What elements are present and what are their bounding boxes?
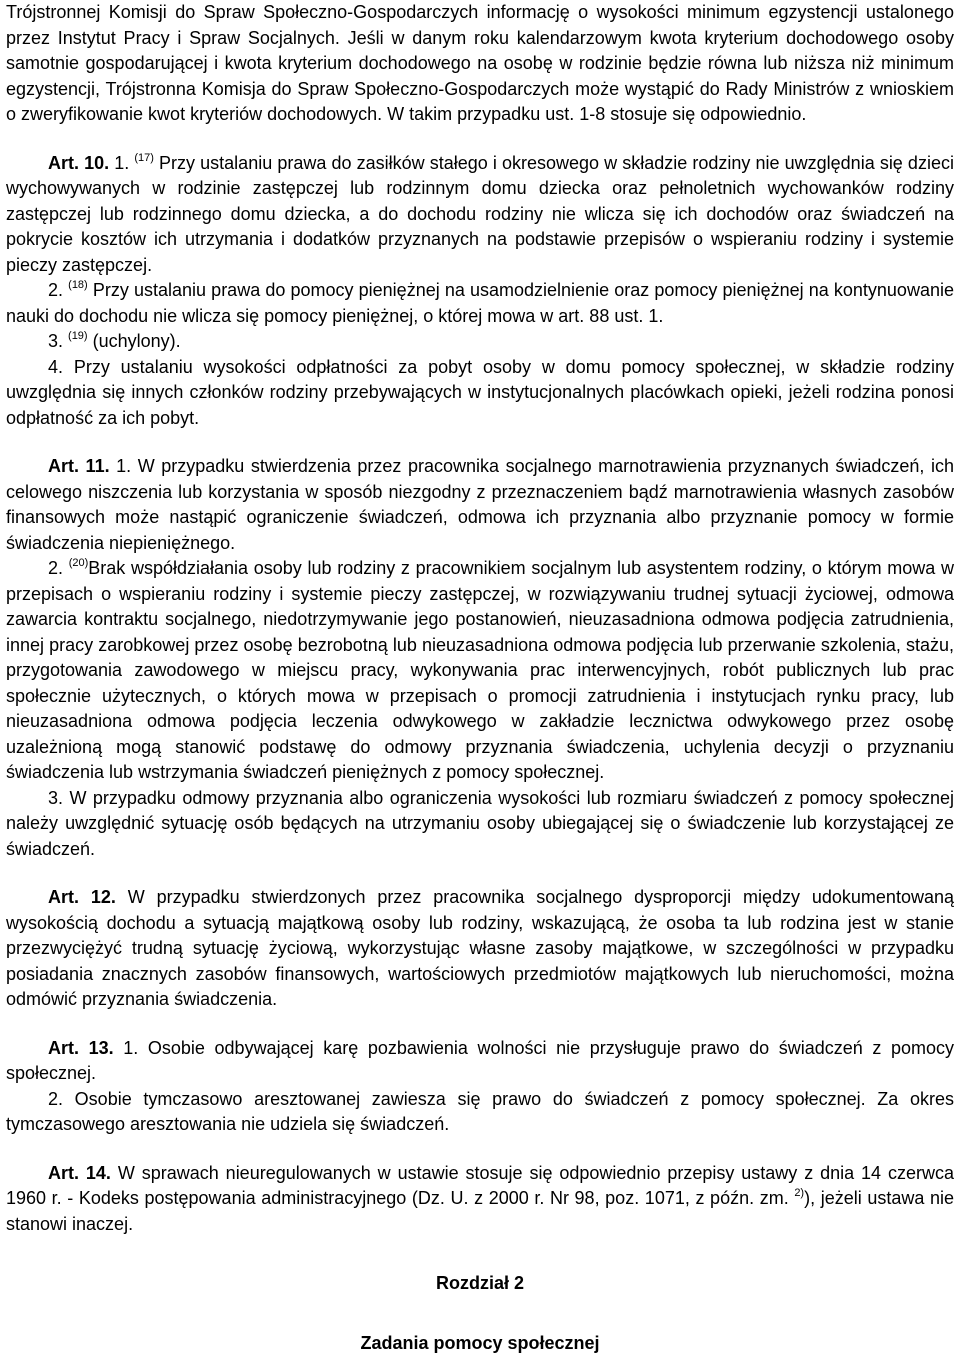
art11-par2: [6, 556, 954, 786]
art11-par3-text: 3. W przypadku odmowy przyznania albo ograniczenia wysokości lub rozmiaru świadczeń z pomocy społecznej należy uwzględnić sytuację osób będących na utrzymaniu osoby ubiegającej się o świadczenie lub korzystającej ze świadczeń.: [6, 788, 954, 859]
art14-par: [6, 1161, 954, 1238]
art10-par1: [6, 151, 954, 279]
art9-continuation: [6, 0, 954, 128]
art11-par1-number: 1.: [116, 456, 131, 476]
footnote-ref: (20): [69, 557, 89, 569]
footnote-ref: (19): [68, 330, 88, 342]
footnote-ref: (17): [134, 152, 154, 164]
art10-par1-number: 1.: [114, 153, 129, 173]
art11-par2-number: 2.: [48, 558, 63, 578]
art10-label: Art. 10.: [48, 153, 109, 173]
art11-label: Art. 11.: [48, 456, 110, 476]
art11-par1-text: W przypadku stwierdzenia przez pracownika socjalnego marnotrawienia przyznanych świadczeń, ich celowego niszczenia lub korzystania w sposób niezgodny z przeznaczeniem bądź marnotrawienia własnych zasobów finansowych może nastąpić ograniczenie świadczeń, odmowa ich przyznania albo przyznanie pomocy w formie świadczenia niepieniężnego.: [6, 456, 954, 553]
art13-par1: [6, 1036, 954, 1087]
art11-par3: [6, 786, 954, 863]
art9-text: Trójstronnej Komisji do Spraw Społeczno-Gospodarczych informację o wysokości minimum egzystencji ustalonego przez Instytut Pracy i Spraw Socjalnych. Jeśli w danym roku kalendarzowym kwota kryterium dochodowego osoby samotnie gospodarującej i kwota kryterium dochodowego na osobę w rodzinie będzie równa lub niższa niż minimum egzystencji, Trójstronna Komisja do Spraw Społeczno-Gospodarczych może wystąpić do Rady Ministrów z wnioskiem o zweryfikowanie kwot kryteriów dochodowych. W takim przypadku ust. 1-8 stosuje się odpowiednio.: [6, 2, 954, 124]
art14-text-before: W sprawach nieuregulowanych w ustawie stosuje się odpowiednio przepisy ustawy z dnia 14 czerwca 1960 r. - Kodeks postępowania administracyjnego (Dz. U. z 2000 r. Nr 98, poz. 1071, z późn. zm.: [6, 1163, 954, 1209]
art10-par3-number: 3.: [48, 331, 63, 351]
art10-par4-text: 4. Przy ustalaniu wysokości odpłatności za pobyt osoby w domu pomocy społecznej, w składzie rodziny uwzględnia się innych członków rodziny przebywających w instytucjonalnych placówkach opieki, jeżeli rodzina ponosi odpłatność za ich pobyt.: [6, 357, 954, 428]
art10-par2: [6, 278, 954, 329]
footnote-ref: (18): [68, 279, 88, 291]
art10-par3: [6, 329, 954, 355]
art14-label: Art. 14.: [48, 1163, 111, 1183]
art12-par: [6, 885, 954, 1013]
art10-par2-text: Przy ustalaniu prawa do pomocy pieniężnej na usamodzielnienie oraz pomocy pieniężnej na kontynuowanie nauki do dochodu nie wlicza się pomocy pieniężnej, o której mowa w art. 88 ust. 1.: [6, 280, 954, 326]
art12-text: W przypadku stwierdzonych przez pracownika socjalnego dysproporcji między udokumentowaną wysokością dochodu a sytuacją majątkową osoby lub rodziny, wskazującą, że osoba ta lub rodzina jest w stanie przezwyciężyć trudną sytuację życiową, wykorzystując własne zasoby majątkowe, w szczególności w przypadku posiadania znacznych zasobów finansowych, wartościowych przedmiotów majątkowych lub nieruchomości, można odmówić przyznania świadczenia.: [6, 887, 954, 1009]
art10-par2-number: 2.: [48, 280, 63, 300]
art14-text-after: ), jeżeli ustawa nie stanowi inaczej.: [6, 1188, 954, 1234]
art13-par1-text: 1. Osobie odbywającej karę pozbawienia wolności nie przysługuje prawo do świadczeń z pomocy społecznej.: [6, 1038, 954, 1084]
chapter-number: Rozdział 2: [6, 1271, 954, 1297]
art10-par3-text: (uchylony).: [93, 331, 181, 351]
art11-par1: [6, 454, 954, 556]
art12-label: Art. 12.: [48, 887, 116, 907]
art10-par4: [6, 355, 954, 432]
art10-par1-text: Przy ustalaniu prawa do zasiłków stałego i okresowego w składzie rodziny nie uwzględnia się dzieci wychowywanych w rodzinie zastępczej lub rodzinnym domu dziecka oraz pełnoletnich wychowanków rodziny zastępczej lub rodzinnego domu dziecka, a do dochodu rodziny nie wlicza się ich dochodów oraz świadczeń na pokrycie kosztów ich utrzymania i dodatków przyznanych na podstawie przepisów o wspieraniu rodziny i systemie pieczy zastępczej.: [6, 153, 954, 275]
chapter-title: Zadania pomocy społecznej: [6, 1331, 954, 1356]
art13-par2-text: 2. Osobie tymczasowo aresztowanej zawiesza się prawo do świadczeń z pomocy społecznej. Za okres tymczasowego aresztowania nie udziela się świadczeń.: [6, 1089, 954, 1135]
footnote-ref: 2): [794, 1187, 804, 1199]
art11-par2-text: Brak współdziałania osoby lub rodziny z pracownikiem socjalnym lub asystentem rodziny, o którym mowa w przepisach o wspieraniu rodziny i systemie pieczy zastępczej, w rozwiązywaniu trudnej sytuacji życiowej, odmowa zawarcia kontraktu socjalnego, niedotrzymywanie jego postanowień, nieuzasadniona odmowa podjęcia zatrudnienia, innej pracy zarobkowej przez osobę bezrobotną lub nieuzasadniona odmowa podjęcia lub przerwanie szkolenia, stażu, przygotowania zawodowego w miejscu pracy, wykonywania prac interwencyjnych, robót publicznych lub prac społecznie użytecznych, o których mowa w przepisach o promocji zatrudnienia i instytucjach rynku pracy, lub nieuzasadniona odmowa podjęcia leczenia odwykowego w zakładzie lecznictwa odwykowego przez osobę uzależnioną mogą stanowić podstawę do odmowy przyznania świadczenia, uchylenia decyzji o przyznaniu świadczenia lub wstrzymania świadczeń pieniężnych z pomocy społecznej.: [6, 558, 954, 782]
art13-label: Art. 13.: [48, 1038, 114, 1058]
art13-par2: [6, 1087, 954, 1138]
